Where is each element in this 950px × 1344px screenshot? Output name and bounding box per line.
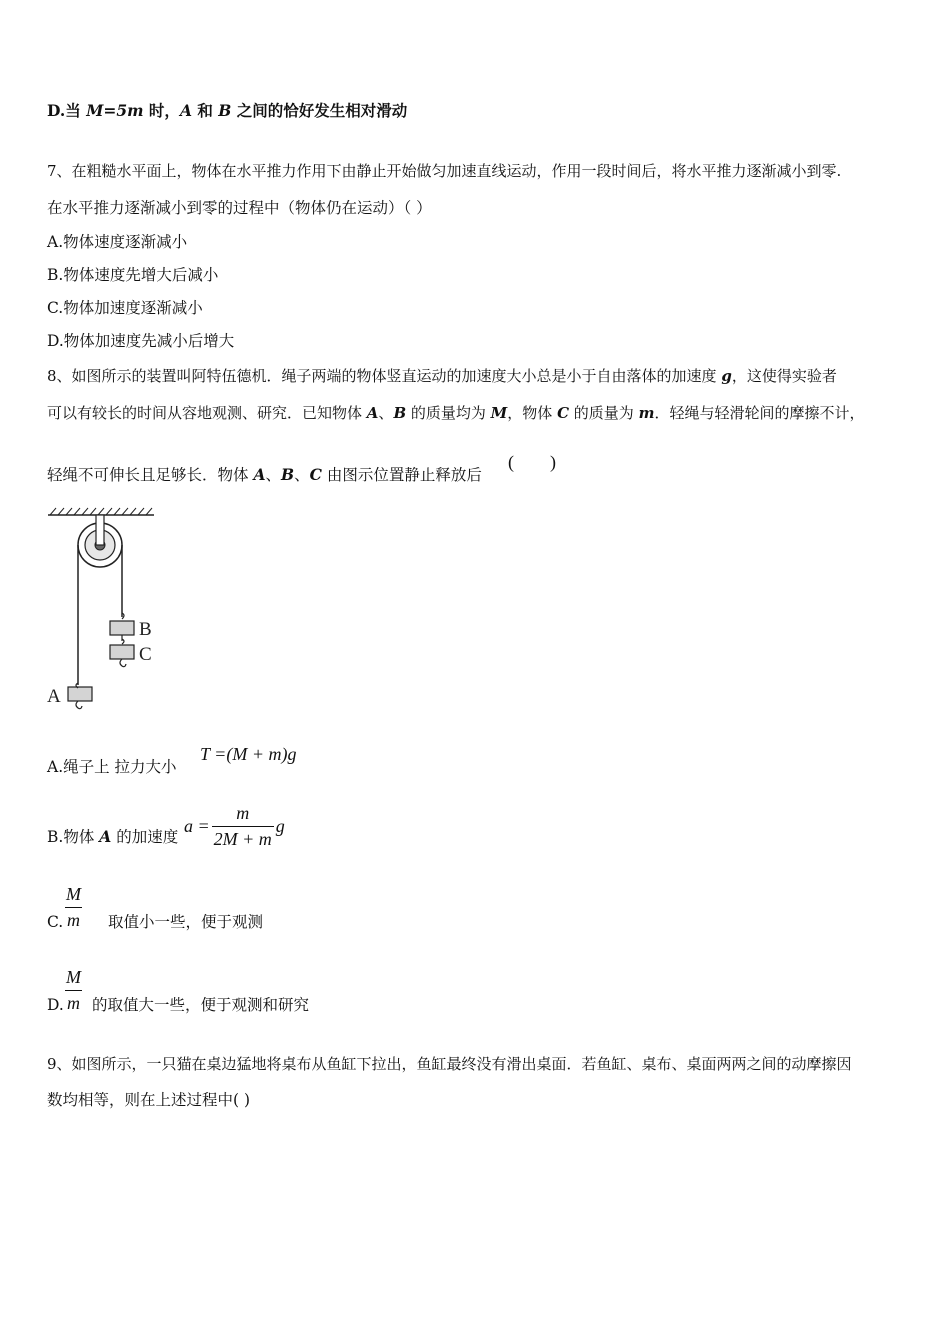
q8-l2-text-c: ，物体 [507,404,558,422]
q8-option-b-formula [184,803,285,850]
label-c: C [139,644,152,665]
q8-l2-text-b: 的质量均为 [406,404,491,422]
q6d-a: A [179,101,192,120]
q8-l3-sep1: 、 [265,466,281,484]
q6d-m-expr: M=5m [86,101,144,120]
q9-stem-line2: 数均相等，则在上述过程中( ) [47,1091,251,1109]
q8-optb-num: m [236,803,250,823]
q8-option-d-label: D. [47,996,64,1014]
q8-l3-text-a: 轻绳不可伸长且足够长．物体 [47,466,254,484]
q9-stem-line1: 9、如图所示，一只猫在桌边猛地将桌布从鱼缸下拉出，鱼缸最终没有滑出桌面．若鱼缸、桌布、桌面两两之间的动摩擦因 [47,1055,852,1073]
q8-option-b-text [47,827,178,847]
hook-a [76,683,78,688]
q8-stem-line3 [47,465,482,485]
q8-option-a-text: A.绳子上 拉力大小 [47,758,177,776]
q7-option-a: A.物体速度逐渐减小 [47,233,188,251]
block-a [68,687,92,701]
q6d-prefix: D.当 [47,101,87,120]
q8-optb-A: A [99,827,112,846]
q8-option-d-fraction [64,967,83,1014]
ceiling-hatch [50,508,152,515]
hook-a-bottom [76,701,82,709]
q7-option-c: C.物体加速度逐渐减小 [47,299,203,317]
q8-l3-C: C [309,465,322,484]
q6d-b: B [218,101,232,120]
q8-optb-lhs: a = [184,816,210,836]
q8-option-c-text: 取值小一些，便于观测 [108,913,264,931]
q8-stem-line2 [47,403,864,423]
q8-l1-text-b: ，这使得实验者 [731,367,837,385]
q8-l2-m: m [638,404,655,422]
q7-stem-line1: 7、在粗糙水平面上，物体在水平推力作用下由静止开始做匀加速直线运动，作用一段时间后，将水平推力逐渐减小到零. [47,162,842,180]
label-a: A [47,686,61,707]
q8-optb-g: g [275,816,285,836]
q7-stem-line2: 在水平推力逐渐减小到零的过程中（物体仍在运动）（ ） [47,199,432,217]
q8-optc-num: M [66,884,81,904]
q8-l2-sep: 、 [378,404,394,422]
q6d-middle: 时， [143,101,180,120]
q8-optb-fraction [212,803,274,850]
q8-l1-g: g [721,367,732,385]
hook-c-bottom [120,659,126,667]
q8-l3-A: A [253,465,266,484]
q8-l2-B: B [393,404,407,422]
q8-option-d-text: 的取值大一些，便于观测和研究 [92,996,310,1014]
q8-l2-C: C [557,404,570,422]
q8-l2-text-a: 可以有较长的时间从容地观测、研究．已知物体 [47,404,367,422]
q8-optb-text-b: 的加速度 [111,828,179,846]
q8-l3-sep2: 、 [294,466,310,484]
q8-l2-A: A [366,404,379,422]
q7-option-b: B.物体速度先增大后减小 [47,266,219,284]
q8-stem-line1 [47,366,837,386]
q8-optc-den: m [65,907,82,931]
q8-l3-text-b: 由图示位置静止释放后 [321,466,482,484]
q8-option-a-formula: T =(M + m)g [200,744,297,764]
q7-option-d: D.物体加速度先减小后增大 [47,332,235,350]
q8-option-c-fraction [64,884,83,931]
q8-l2-text-e: ．轻绳与轻滑轮间的摩擦不计， [654,404,865,422]
q8-optb-den: 2M + m [212,826,274,850]
q6d-he: 和 [191,101,219,120]
q8-l1-text-a: 8、如图所示的装置叫阿特伍德机．绳子两端的物体竖直运动的加速度大小总是小于自由落体的加速度 [47,367,722,385]
label-b: B [139,619,152,640]
block-b [110,621,134,635]
q8-optb-text-a: B.物体 [47,828,100,846]
hook-c [122,639,124,644]
q8-l2-text-d: 的质量为 [569,404,639,422]
q8-l2-M: M [490,404,508,422]
q8-option-c-label: C. [47,913,64,931]
q8-optd-num: M [66,967,81,987]
block-c [110,645,134,659]
q6d-suffix: 之间的恰好发生相对滑动 [231,101,408,120]
atwood-machine-diagram [40,505,170,715]
pulley-bracket [96,515,104,545]
q6-option-d [47,101,407,121]
q8-optd-den: m [65,990,82,1014]
q8-answer-paren: ( ) [508,452,556,472]
q8-l3-B: B [280,465,295,484]
